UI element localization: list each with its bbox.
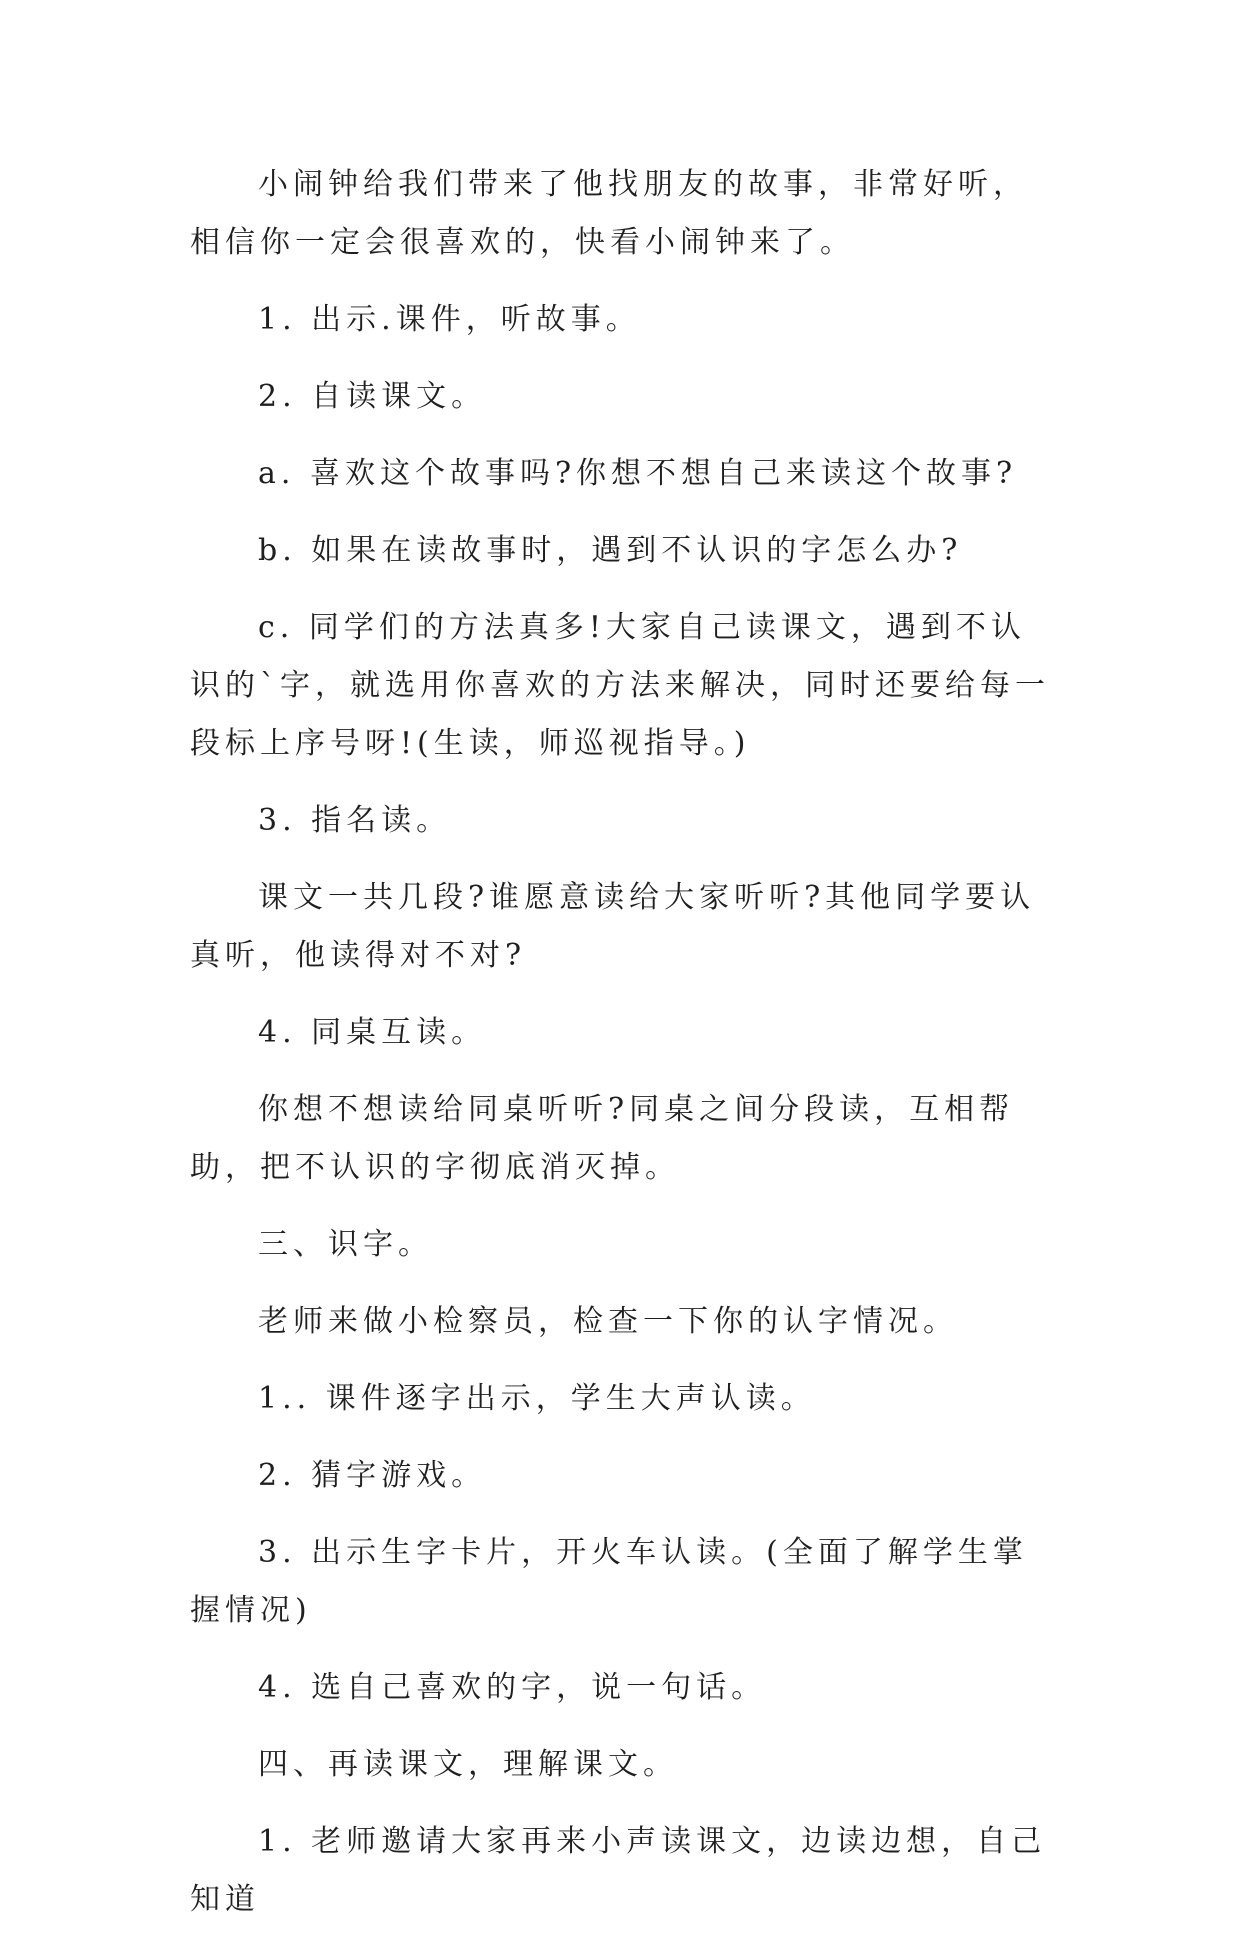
- paragraph: 老师来做小检察员，检查一下你的认字情况。: [258, 1304, 958, 1339]
- paragraph: 3. 出示生字卡片，开火车认读。(全面了解学生掌握情况): [190, 1535, 1028, 1628]
- paragraph: a. 喜欢这个故事吗?你想不想自己来读这个故事?: [258, 456, 1018, 491]
- paragraph: 3. 指名读。: [258, 803, 452, 838]
- paragraph: 1. 出示.课件，听故事。: [258, 302, 641, 337]
- paragraph: 1.. 课件逐字出示，学生大声认读。: [258, 1381, 816, 1416]
- document-body: [190, 156, 1060, 1948]
- paragraph: 4. 同桌互读。: [258, 1015, 487, 1050]
- section-heading: 四、再读课文，理解课文。: [258, 1747, 678, 1782]
- paragraph: b. 如果在读故事时，遇到不认识的字怎么办?: [258, 533, 963, 568]
- paragraph: 你想不想读给同桌听听?同桌之间分段读，互相帮助，把不认识的字彻底消灭掉。: [190, 1092, 1015, 1185]
- paragraph: c. 同学们的方法真多!大家自己读课文，遇到不认识的`字，就选用你喜欢的方法来解决，同时还要给每一段标上序号呀!(生读，师巡视指导。): [190, 610, 1050, 761]
- paragraph: 2. 自读课文。: [258, 379, 487, 414]
- paragraph: 4. 选自己喜欢的字，说一句话。: [258, 1670, 767, 1705]
- paragraph: 小闹钟给我们带来了他找朋友的故事，非常好听，相信你一定会很喜欢的，快看小闹钟来了。: [190, 167, 1028, 260]
- paragraph: 1. 老师邀请大家再来小声读课文，边读边想，自己知道: [190, 1824, 1047, 1917]
- paragraph: 课文一共几段?谁愿意读给大家听听?其他同学要认真听，他读得对不对?: [190, 880, 1036, 973]
- paragraph: 2. 猜字游戏。: [258, 1458, 487, 1493]
- section-heading: 三、识字。: [258, 1227, 433, 1262]
